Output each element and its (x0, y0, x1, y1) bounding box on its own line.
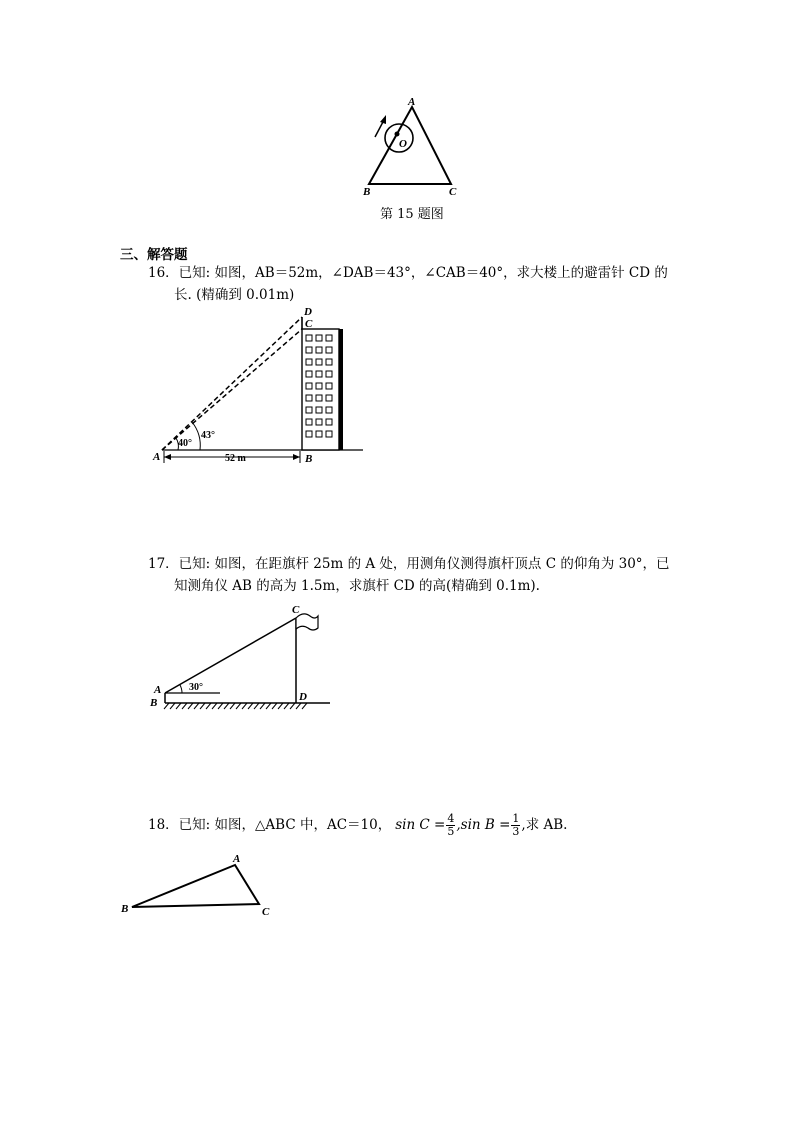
section-title: 三、解答题 (120, 247, 188, 263)
label-a: A (154, 684, 162, 696)
figure-16 (145, 305, 375, 470)
ground-hatching (164, 703, 307, 709)
label-b: B (305, 453, 313, 465)
angle-label-30: 30° (189, 682, 203, 693)
sin-c-fraction (446, 813, 455, 838)
label-c: C (305, 318, 313, 330)
sin-c-label: sin C = (395, 817, 446, 833)
figure-15 (355, 95, 475, 205)
dim-arrow-right-icon (293, 454, 300, 460)
line-ad (162, 317, 302, 450)
label-d: D (299, 691, 307, 703)
flag-icon (296, 614, 318, 630)
label-o: O (399, 138, 407, 150)
angle-arc-30 (180, 685, 182, 693)
q16-line2: 长. (精确到 0.01m) (174, 287, 295, 303)
label-a: A (233, 853, 241, 865)
arrow-head-icon (380, 115, 386, 124)
label-b: B (363, 186, 371, 198)
center-dot (395, 132, 400, 137)
label-c: C (449, 186, 457, 198)
sin-b-fraction (511, 813, 520, 838)
sight-line-ac (165, 618, 296, 693)
line-ac (162, 329, 302, 450)
figure-18 (115, 848, 285, 923)
label-c: C (292, 604, 300, 616)
figure-17 (145, 598, 345, 718)
angle-arc-43 (192, 422, 200, 450)
sin-c-denominator: 5 (447, 824, 455, 838)
sin-b-denominator: 3 (512, 824, 520, 838)
q17-line1: 17．已知: 如图，在距旗杆 25m 的 A 处，用测角仪测得旗杆顶点 C 的仰角为 30°，已 (148, 556, 670, 572)
sin-c-numerator: 4 (447, 811, 455, 825)
distance-label: 52 m (225, 453, 246, 464)
label-a: A (153, 451, 161, 463)
q17-line2: 知测角仪 AB 的高为 1.5m，求旗杆 CD 的高(精确到 0.1m). (174, 578, 540, 594)
label-b: B (121, 903, 129, 915)
q16-line1: 16．已知: 如图，AB＝52m，∠DAB＝43°，∠CAB＝40°，求大楼上的避雷针 CD 的 (148, 265, 668, 281)
sin-b-numerator: 1 (512, 811, 520, 825)
dim-arrow-left-icon (164, 454, 171, 460)
label-c: C (262, 906, 270, 918)
label-a: A (408, 96, 416, 108)
triangle-abc (132, 865, 259, 907)
angle-label-43: 43° (201, 430, 215, 441)
building-shadow (339, 329, 343, 450)
figure-15-caption: 第 15 题图 (380, 207, 444, 222)
sin-b-label: ,sin B = (456, 817, 511, 833)
q18-suffix: ,求 AB. (521, 817, 568, 833)
angle-label-40: 40° (178, 438, 192, 449)
q18-prefix: 18．已知: 如图，△ABC 中，AC＝10， (148, 817, 392, 833)
label-b: B (150, 697, 158, 709)
q18-statement (148, 810, 567, 840)
label-d: D (304, 306, 312, 318)
